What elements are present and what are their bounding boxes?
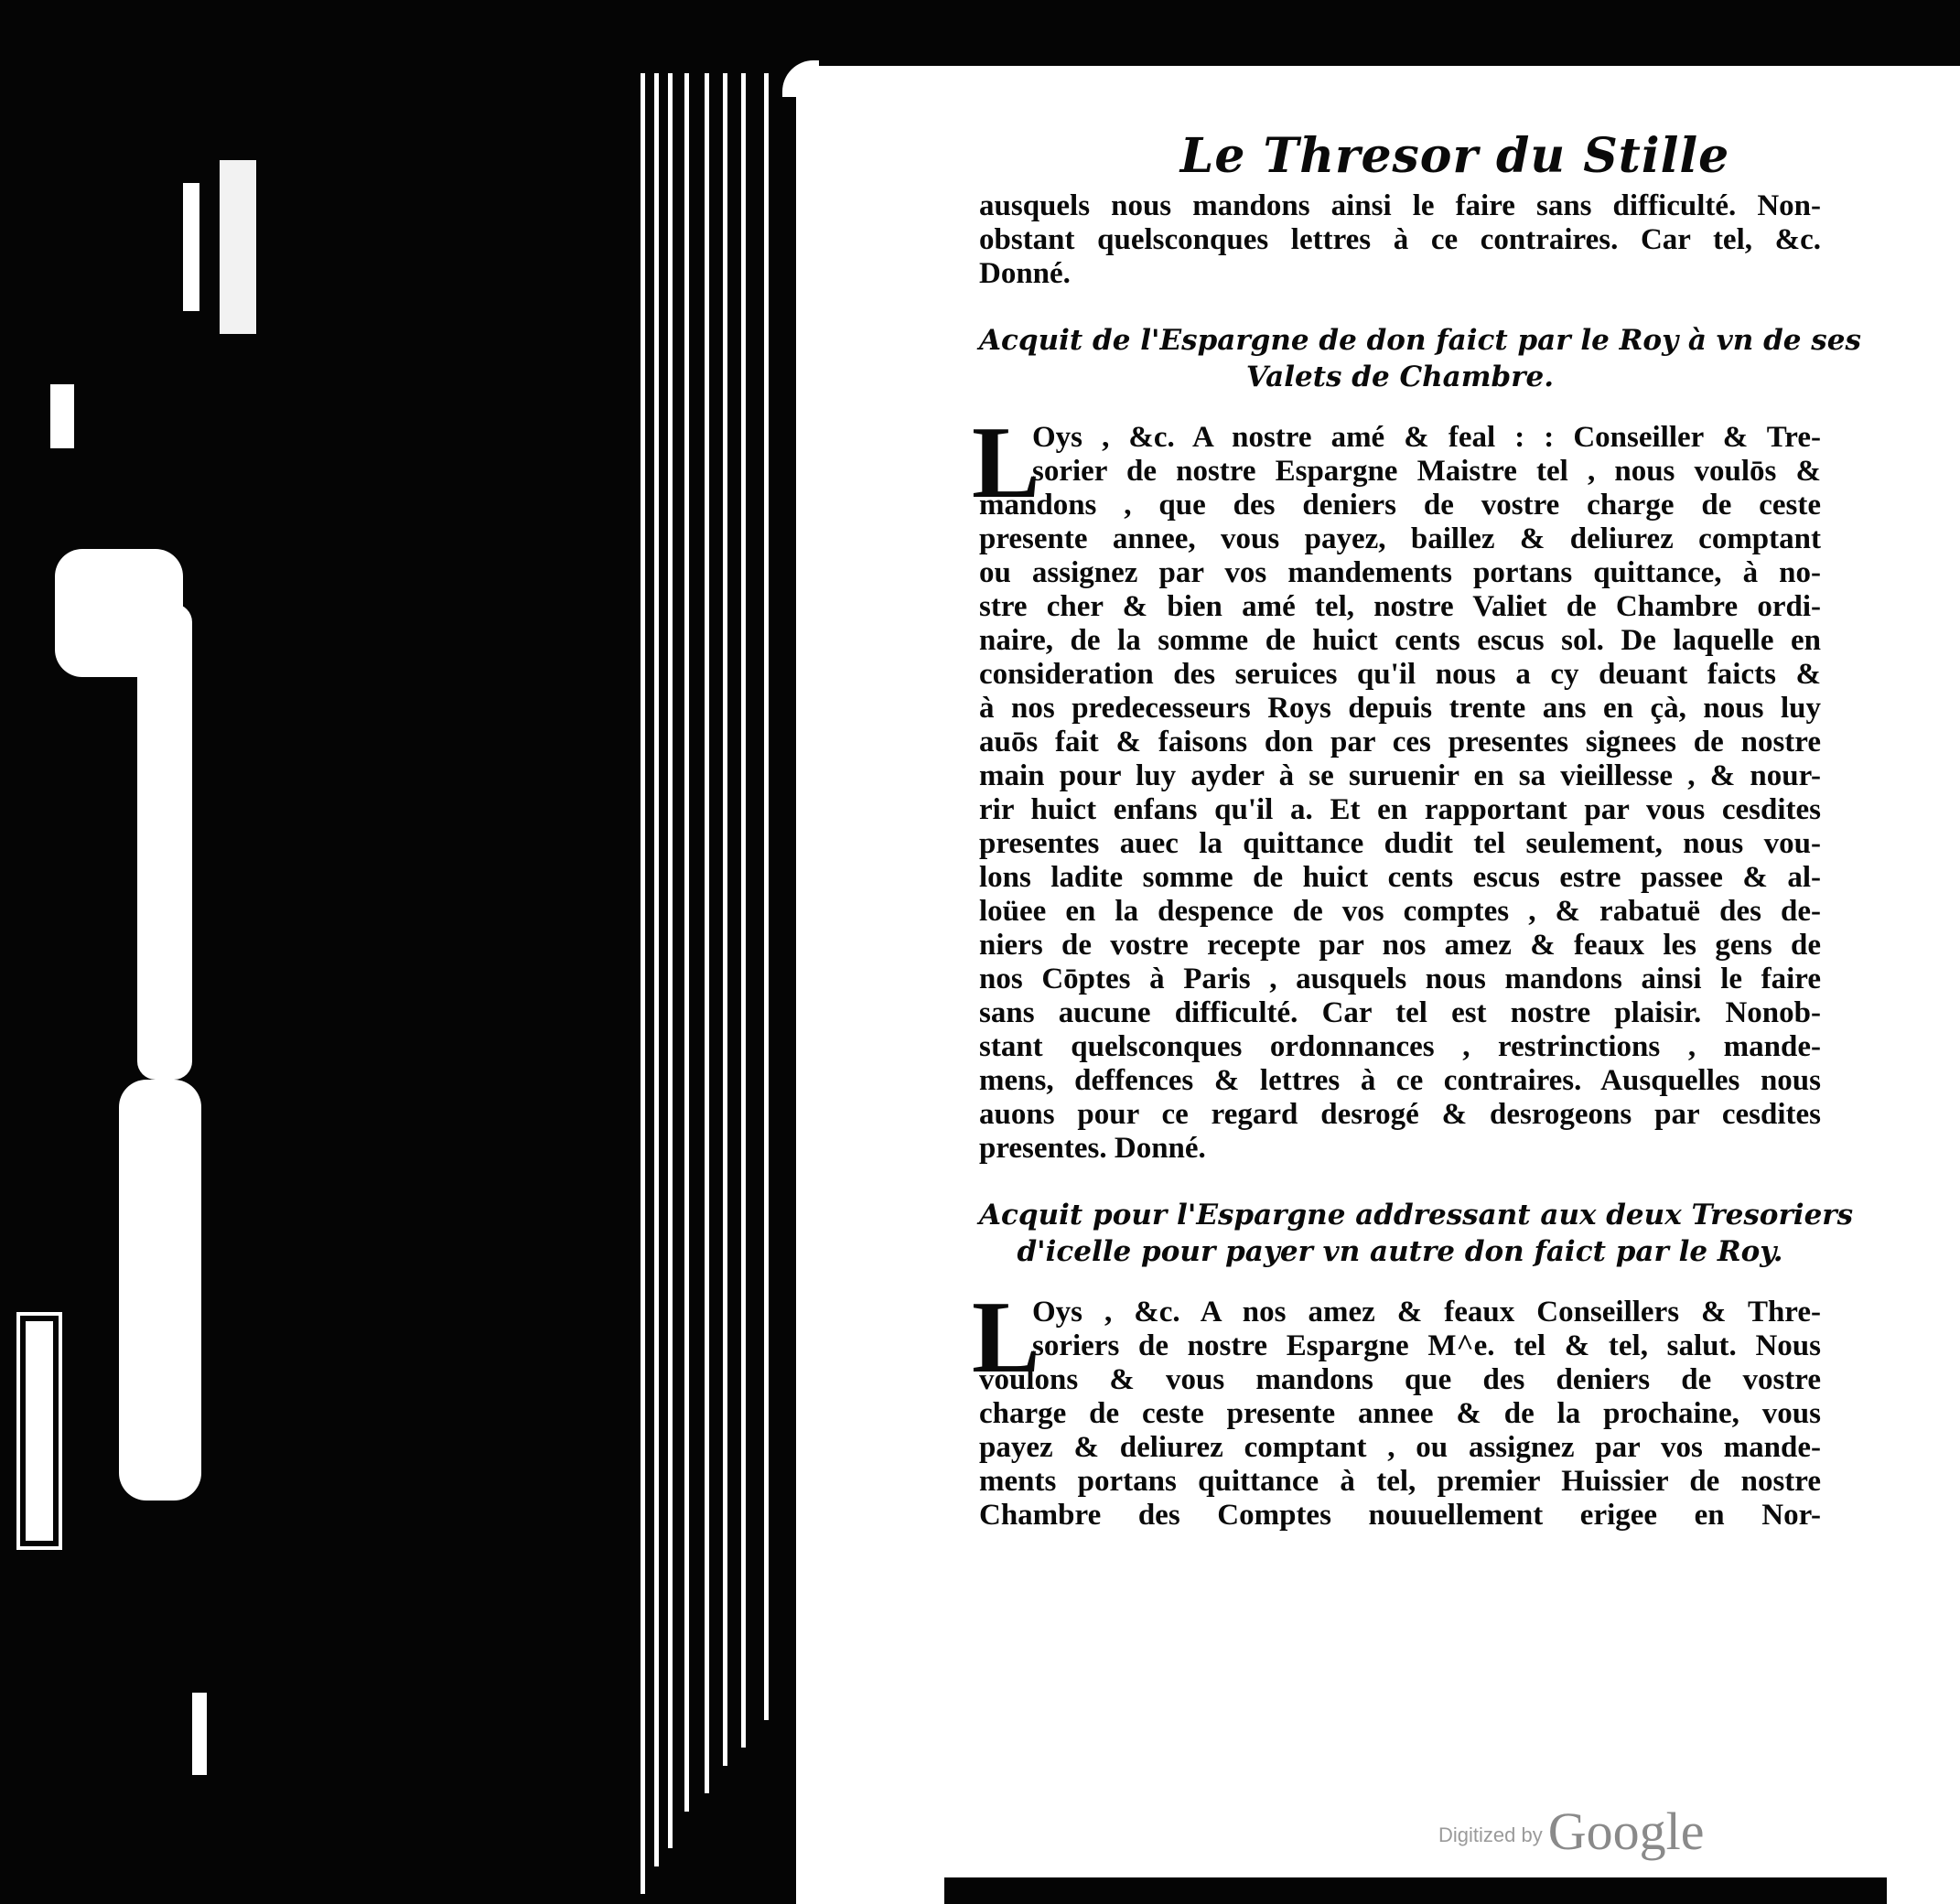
intro-paragraph: [979, 189, 1821, 291]
digitization-watermark: [1438, 1801, 1704, 1865]
text-line: sorier de nostre Espargne Maistre tel , nous voulōs &: [1032, 455, 1821, 488]
intro-line: ausquels nous mandons ainsi le faire sans difficulté. Non-: [979, 189, 1821, 222]
text-line: naire, de la somme de huict cents escus sol. De laquelle en: [979, 624, 1821, 657]
section1-heading: [979, 322, 1861, 395]
text-line: ou assignez par vos mandements portans quittance, à no-: [979, 556, 1821, 589]
section2-heading: [979, 1197, 1854, 1270]
text-line: loüee en la despence de vos comptes , & rabatuë des de-: [979, 895, 1821, 928]
text-line: main pour luy ayder à se suruenir en sa vieillesse , & nour-: [979, 759, 1821, 792]
text-line: presentes. Donné.: [979, 1132, 1206, 1165]
text-line: nos Cōptes à Paris , ausquels nous mandons ainsi le faire: [979, 963, 1821, 995]
text-line: ments portans quittance à tel, premier Huissier de nostre: [979, 1465, 1821, 1498]
section2-heading-line: Acquit pour l'Espargne addressant aux deux Tresoriers: [979, 1199, 1854, 1232]
text-line: payez & deliurez comptant , ou assignez par vos mande-: [979, 1431, 1821, 1464]
running-title: Le Thresor du Stille: [1179, 128, 1730, 184]
text-line: voulons & vous mandons que des deniers de vostre: [979, 1363, 1821, 1396]
text-line: niers de vostre recepte par nos amez & feaux les gens de: [979, 929, 1821, 962]
text-line: consideration des seruices qu'il nous a cy deuant faicts &: [979, 658, 1821, 691]
google-logo: Google: [1547, 1802, 1705, 1861]
text-line: stant quelsconques ordonnances , restrinctions , mande-: [979, 1030, 1821, 1063]
intro-line: obstant quelsconques lettres à ce contraires. Car tel, &c.: [979, 223, 1821, 256]
text-line: à nos predecesseurs Roys depuis trente ans en çà, nous luy: [979, 692, 1821, 725]
section1-paragraph: [972, 406, 1821, 1166]
text-line: mens, deffences & lettres à ce contraires. Ausquelles nous: [979, 1064, 1821, 1097]
text-line: Oys , &c. A nostre amé & feal : : Conseiller & Tre-: [1032, 421, 1821, 454]
section1-heading-line: Acquit de l'Espargne de don faict par le Roy à vn de ses: [979, 324, 1861, 357]
section1-heading-line: Valets de Chambre.: [1245, 360, 1555, 393]
text-line: rir huict enfans qu'il a. Et en rapportant par vous cesdites: [979, 793, 1821, 826]
text-line: auons pour ce regard desrogé & desrogeons par cesdites: [979, 1098, 1821, 1131]
text-line: Chambre des Comptes nouuellement erigee en Nor-: [979, 1499, 1821, 1532]
text-line: lons ladite somme de huict cents escus estre passee & al-: [979, 861, 1821, 894]
text-line: charge de ceste presente annee & de la prochaine, vous: [979, 1397, 1821, 1430]
library-shelf-label: [20, 1316, 59, 1546]
text-line: presentes auec la quittance dudit tel seulement, nous vou-: [979, 827, 1821, 860]
drop-cap: L: [972, 406, 1040, 520]
text-line: sans aucune difficulté. Car tel est nostre plaisir. Nonob-: [979, 996, 1821, 1029]
section2-heading-line: d'icelle pour payer vn autre don faict par le Roy.: [1017, 1235, 1783, 1268]
book-spine-scan: [0, 0, 796, 1904]
text-line: mandons , que des deniers de vostre charge de ceste: [979, 489, 1821, 522]
text-line: presente annee, vous payez, baillez & deliurez comptant: [979, 522, 1821, 555]
intro-line: Donné.: [979, 257, 1071, 290]
text-line: stre cher & bien amé tel, nostre Valiet de Chambre ordi-: [979, 590, 1821, 623]
drop-cap: L: [972, 1281, 1040, 1394]
text-line: Oys , &c. A nos amez & feaux Conseillers & Thre-: [1032, 1296, 1821, 1328]
text-line: auōs fait & faisons don par ces presentes signees de nostre: [979, 726, 1821, 758]
watermark-prefix: Digitized by: [1438, 1823, 1543, 1846]
book-page: [972, 128, 1861, 1533]
section2-paragraph: [972, 1281, 1821, 1533]
scan-bottom-border: [944, 1877, 1887, 1904]
text-line: soriers de nostre Espargne M^e. tel & tel, salut. Nous: [1032, 1329, 1821, 1362]
